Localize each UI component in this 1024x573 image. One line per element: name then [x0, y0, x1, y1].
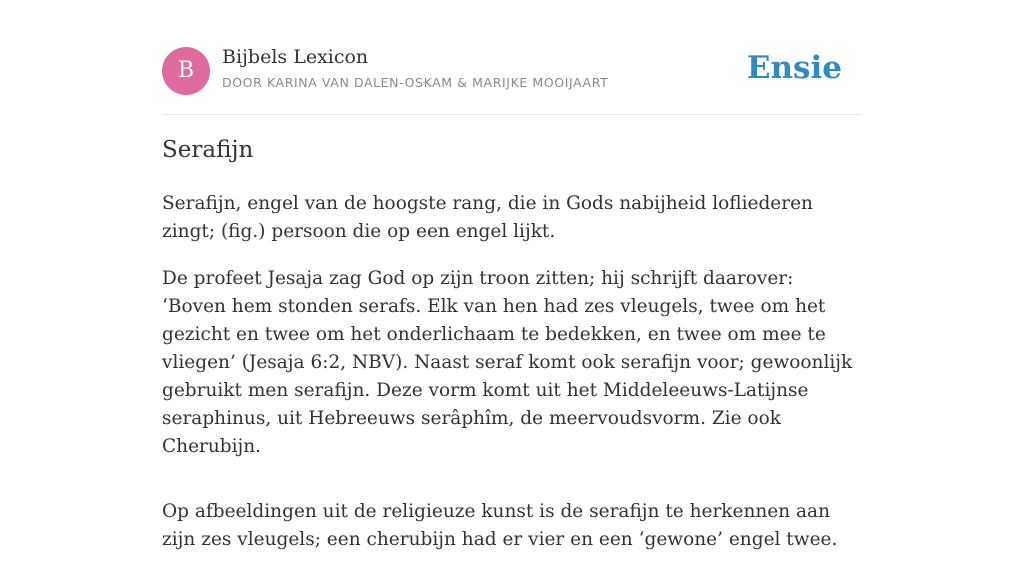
- entry-paragraph: De profeet Jesaja zag God op zijn troon zitten; hij schrijft daarover: ‘Boven hem stonden serafs. Elk van hen had zes vleugels, twee om het gezicht en twee om het onderlichaam te bedekken, en twee om mee te vliegen’ (Jesaja 6:2, NBV). Naast seraf komt ook serafijn voor; gewoonlijk gebruikt men serafijn. Deze vorm komt uit het Middeleeuws-Latijnse seraphinus, uit Hebreeuws serâphîm, de meervoudsvorm. Zie ook Cherubijn.: [162, 268, 853, 457]
- entry-title: Serafijn: [162, 137, 254, 163]
- entry-definition: Serafijn, engel van de hoogste rang, die in Gods nabijheid lofliederen zingt; (fig.) persoon die op een engel lijkt.: [162, 193, 813, 242]
- book-avatar[interactable]: B: [162, 47, 210, 95]
- entry-body: [162, 190, 862, 573]
- ensie-logo-link[interactable]: Ensie: [746, 50, 842, 86]
- book-authors: DOOR KARINA VAN DALEN-OSKAM & MARIJKE MOOIJAART: [222, 75, 609, 90]
- page: [162, 0, 862, 550]
- book-title-link[interactable]: Bijbels Lexicon: [222, 46, 369, 68]
- header: [162, 0, 862, 115]
- entry-paragraph: Op afbeeldingen uit de religieuze kunst is de serafijn te herkennen aan zijn zes vleugels; een cherubijn had er vier en een ‘gewone’ engel twee.: [162, 501, 838, 550]
